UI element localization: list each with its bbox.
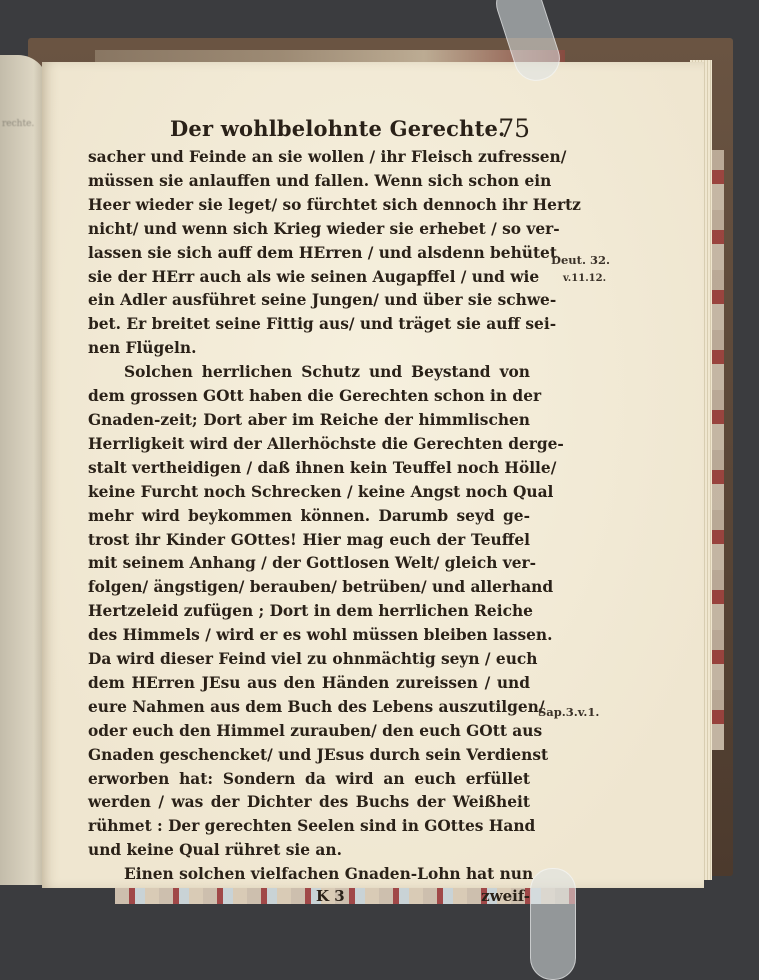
text-line: mit seinem Anhang / der Gottlosen Welt/ gleich ver- — [88, 554, 537, 573]
page-number: 75 — [498, 114, 530, 143]
text-line: sie der HErr auch als wie seinen Augapffel / und wie — [88, 267, 540, 286]
text-line: und keine Qual rühret sie an. — [88, 841, 342, 860]
text-line: dem HErren JEsu aus den Händen zureissen / und — [88, 673, 530, 692]
text-line: Da wird dieser Feind viel zu ohnmächtig seyn / euch — [88, 650, 538, 669]
margin-note-deut-verses: v.11.12. — [563, 273, 607, 284]
text-line: eure Nahmen aus dem Buch des Lebens auszutilgen/ — [88, 697, 545, 716]
page-footer — [88, 887, 530, 913]
text-line: Hertzeleid zufügen ; Dort in dem herrlichen Reiche — [88, 602, 533, 621]
signature-mark: K 3 — [316, 887, 345, 906]
text-line: bet. Er breitet seine Fittig aus/ und träget sie auff sei- — [88, 315, 557, 334]
text-line: lassen sie sich auff dem HErren / und alsdenn behütet — [88, 243, 557, 262]
text-line: keine Furcht noch Schrecken / keine Angst noch Qual — [88, 482, 554, 501]
text-line: nen Flügeln. — [88, 339, 197, 358]
catchword: zweif- — [481, 887, 530, 906]
text-line: Gnaden-zeit; Dort aber im Reiche der himmlischen — [88, 410, 530, 429]
text-line: mehr wird beykommen können. Darumb seyd ge- — [88, 506, 530, 525]
text-line: erworben hat: Sondern da wird an euch erfüllet — [88, 769, 530, 788]
text-line: nicht/ und wenn sich Krieg wieder sie erhebet / so ver- — [88, 219, 560, 238]
text-line: Einen solchen vielfachen Gnaden-Lohn hat nun — [124, 865, 534, 884]
text-line: stalt vertheidigen / daß ihnen kein Teuffel noch Hölle/ — [88, 458, 557, 477]
text-line: Heer wieder sie leget/ so fürchtet sich dennoch ihr Hertz — [88, 195, 581, 214]
text-line: dem grossen GOtt haben die Gerechten schon in der — [88, 387, 542, 406]
text-line: müssen sie anlauffen und fallen. Wenn sich schon ein — [88, 171, 552, 190]
text-line: Gnaden geschencket/ und JEsus durch sein Verdienst — [88, 745, 549, 764]
running-title: Der wohlbelohnte Gerechte. — [170, 116, 506, 141]
facing-page-left — [0, 55, 48, 885]
page-clip-bottom — [530, 868, 576, 980]
marbled-board-right — [712, 150, 724, 750]
text-line: sacher und Feinde an sie wollen / ihr Fleisch zufressen/ — [88, 148, 567, 166]
margin-note-deut: Deut. 32. — [551, 253, 610, 267]
text-line: ein Adler ausführet seine Jungen/ und über sie schwe- — [88, 291, 557, 310]
page-header — [88, 116, 530, 146]
text-line: werden / was der Dichter des Buchs der Weißheit — [88, 793, 530, 812]
margin-note-sap: Sap.3.v.1. — [538, 705, 600, 719]
text-line: trost ihr Kinder GOttes! Hier mag euch der Teuffel — [88, 530, 530, 549]
facing-page-fragment: rechte. — [2, 119, 35, 129]
text-line: folgen/ ängstigen/ berauben/ betrüben/ und allerhand — [88, 578, 554, 597]
text-line: Herrligkeit wird der Allerhöchste die Gerechten derge- — [88, 434, 564, 453]
text-line: Solchen herrlichen Schutz und Beystand von — [124, 363, 530, 382]
text-line: rühmet : Der gerechten Seelen sind in GOttes Hand — [88, 817, 536, 836]
text-line: oder euch den Himmel zurauben/ den euch GOtt aus — [88, 721, 543, 740]
text-line: des Himmels / wird er es wohl müssen bleiben lassen. — [88, 626, 553, 645]
